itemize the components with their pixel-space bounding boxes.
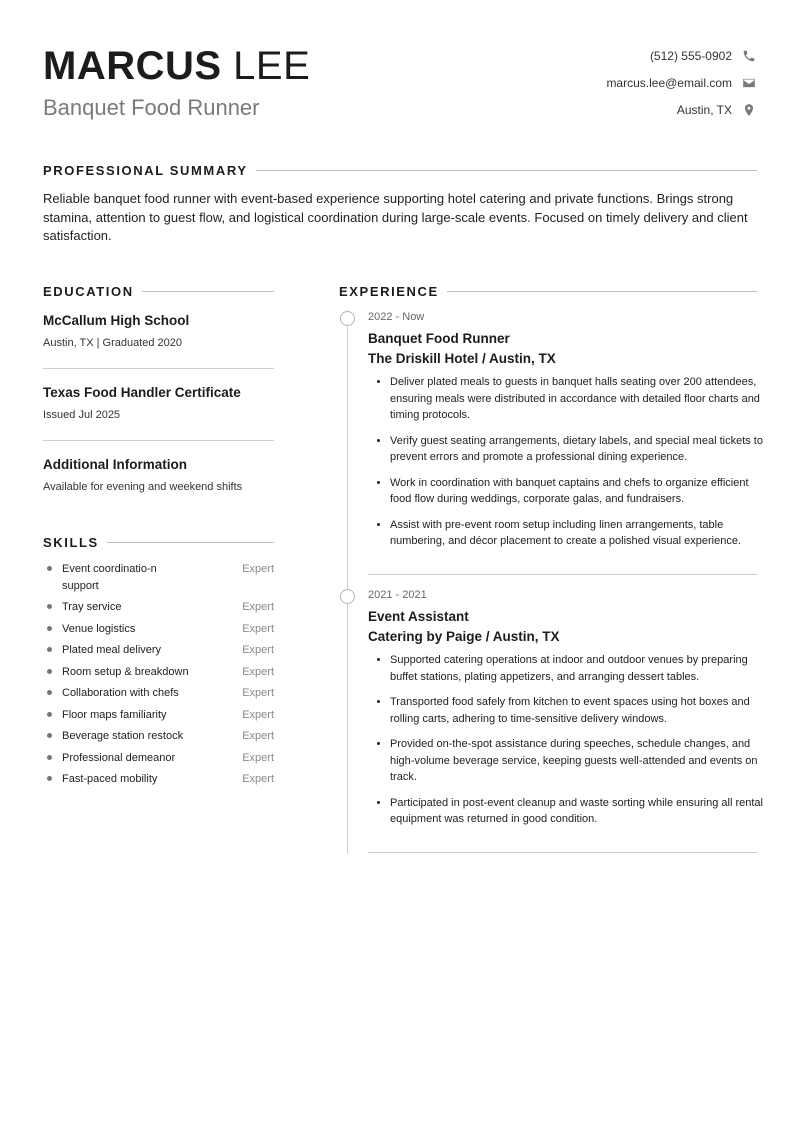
- skill-item: [43, 621, 274, 638]
- skill-name: Fast-paced mobility: [62, 773, 158, 785]
- skill-item: [43, 664, 274, 681]
- skill-level: Expert: [242, 708, 274, 721]
- bullet-dot: [47, 626, 52, 631]
- skills-heading-text: SKILLS: [43, 535, 99, 550]
- skill-name: Room setup & breakdown: [62, 665, 189, 678]
- experience-bullet: • Supported catering operations at indoor and outdoor venues by preparing buffet stations, plating appetizers, and arranging dessert tables.: [390, 652, 768, 685]
- skill-level: Expert: [242, 665, 274, 678]
- experience-bullet: • Provided on-the-spot assistance during speeches, schedule changes, and high-volume beverage service, keeping guests well-attended and events on track.: [390, 736, 768, 786]
- skills-list: [43, 561, 274, 793]
- experience-bullet: • Deliver plated meals to guests in banquet halls seating over 200 attendees, ensuring meals were distributed in accordance with detailed floor charts and timing protocols.: [390, 374, 768, 424]
- experience-company: Catering by Paige / Austin, TX: [368, 629, 560, 644]
- skill-name: Venue logistics: [62, 622, 136, 635]
- experience-role: Banquet Food Runner: [368, 331, 510, 346]
- education-title: McCallum High School: [43, 313, 190, 328]
- education-detail: Issued Jul 2025: [43, 409, 121, 421]
- experience-date: 2022 - Now: [368, 311, 425, 323]
- candidate-name: [43, 44, 310, 88]
- skill-item: [43, 642, 274, 659]
- experience-bullets: [368, 374, 768, 550]
- skill-level: Expert: [242, 563, 274, 575]
- experience-entry: [368, 589, 768, 837]
- location-pin-icon: [742, 103, 756, 117]
- education-heading-text: EDUCATION: [43, 284, 134, 299]
- education-item: [43, 457, 274, 493]
- summary-text: Reliable banquet food runner with event-based experience supporting hotel catering and private functions. Brings strong stamina, attention to guest flow, and logistical coordination during large-scale events. Focused on timely delivery and client satisfaction.: [43, 191, 748, 243]
- job-title: Banquet Food Runner: [43, 95, 260, 120]
- contact-location: [536, 96, 756, 123]
- heading-rule: [142, 291, 274, 292]
- contact-phone: [536, 42, 756, 69]
- skill-level: Expert: [242, 644, 274, 656]
- phone-text: (512) 555-0902: [649, 48, 732, 63]
- experience-divider: [368, 852, 757, 853]
- skill-level: Expert: [242, 773, 274, 785]
- skill-name: Floor maps familiarity: [62, 708, 167, 721]
- skill-item: [43, 599, 274, 616]
- experience-company: The Driskill Hotel / Austin, TX: [368, 351, 556, 366]
- education-detail: Austin, TX | Graduated 2020: [43, 337, 183, 349]
- contact-block: [536, 42, 756, 123]
- skill-name: Tray service: [62, 601, 122, 613]
- experience-divider: [368, 574, 757, 575]
- first-name: MARCUS: [43, 44, 222, 88]
- experience-bullet: • Work in coordination with banquet captains and chefs to organize efficient food flow during weddings, corporate galas, and fundraisers.: [390, 475, 768, 508]
- education-title: Additional Information: [43, 457, 187, 472]
- bullet-dot: [47, 776, 52, 781]
- skill-name: Professional demeanor: [62, 751, 176, 764]
- envelope-icon: [742, 76, 756, 90]
- experience-role: Event Assistant: [368, 609, 469, 624]
- education-title: Texas Food Handler Certificate: [43, 385, 241, 400]
- skill-item: [43, 750, 274, 767]
- skill-name: Beverage station restock: [62, 730, 184, 742]
- skill-level: Expert: [242, 730, 274, 742]
- skill-level: Expert: [242, 687, 274, 699]
- skills-heading: [43, 535, 274, 550]
- experience-date: 2021 - 2021: [368, 589, 427, 601]
- timeline-marker: [340, 589, 355, 604]
- education-heading: [43, 284, 274, 299]
- skill-name: Plated meal delivery: [62, 644, 162, 656]
- summary-heading-text: PROFESSIONAL SUMMARY: [43, 163, 248, 178]
- skill-level: Expert: [242, 751, 274, 764]
- education-divider: [43, 440, 274, 441]
- experience-bullet: • Participated in post-event cleanup and waste sorting while ensuring all rental equipment was returned in good condition.: [390, 795, 768, 828]
- summary-heading: [43, 163, 757, 178]
- bullet-dot: [47, 647, 52, 652]
- experience-bullets: [368, 652, 768, 828]
- skill-name: Event coordinatio-n support: [62, 563, 157, 592]
- bullet-dot: [47, 690, 52, 695]
- education-divider: [43, 368, 274, 369]
- location-text: Austin, TX: [676, 102, 732, 117]
- skill-item: [43, 707, 274, 724]
- heading-rule: [447, 291, 757, 292]
- experience-bullet: • Transported food safely from kitchen to event spaces using hot boxes and rolling carts, adhering to time-sensitive delivery windows.: [390, 694, 768, 727]
- bullet-dot: [47, 669, 52, 674]
- education-detail: Available for evening and weekend shifts: [43, 481, 243, 493]
- skill-name: Collaboration with chefs: [62, 687, 179, 699]
- bullet-dot: [47, 604, 52, 609]
- experience-heading-text: EXPERIENCE: [339, 284, 439, 299]
- bullet-dot: [47, 755, 52, 760]
- last-name: LEE: [233, 44, 311, 88]
- skill-item: [43, 561, 274, 594]
- experience-entry: [368, 311, 768, 559]
- bullet-dot: [47, 712, 52, 717]
- email-text: marcus.lee@email.com: [606, 75, 732, 90]
- experience-bullet: • Assist with pre-event room setup including linen arrangements, table numbering, and décor placement to create a polished visual experience.: [390, 517, 768, 550]
- phone-icon: [742, 49, 756, 63]
- education-item: [43, 313, 274, 349]
- experience-bullet: • Verify guest seating arrangements, dietary labels, and special meal tickets to prevent errors and promote a professional dining experience.: [390, 433, 768, 466]
- skill-item: [43, 685, 274, 702]
- experience-heading: [339, 284, 757, 299]
- heading-rule: [256, 170, 757, 171]
- heading-rule: [107, 542, 274, 543]
- contact-email: [536, 69, 756, 96]
- skill-item: [43, 771, 274, 788]
- timeline-marker: [340, 311, 355, 326]
- bullet-dot: [47, 566, 52, 571]
- skill-level: Expert: [242, 622, 274, 635]
- skill-level: Expert: [242, 601, 274, 613]
- skill-item: [43, 728, 274, 745]
- bullet-dot: [47, 733, 52, 738]
- education-item: [43, 385, 274, 421]
